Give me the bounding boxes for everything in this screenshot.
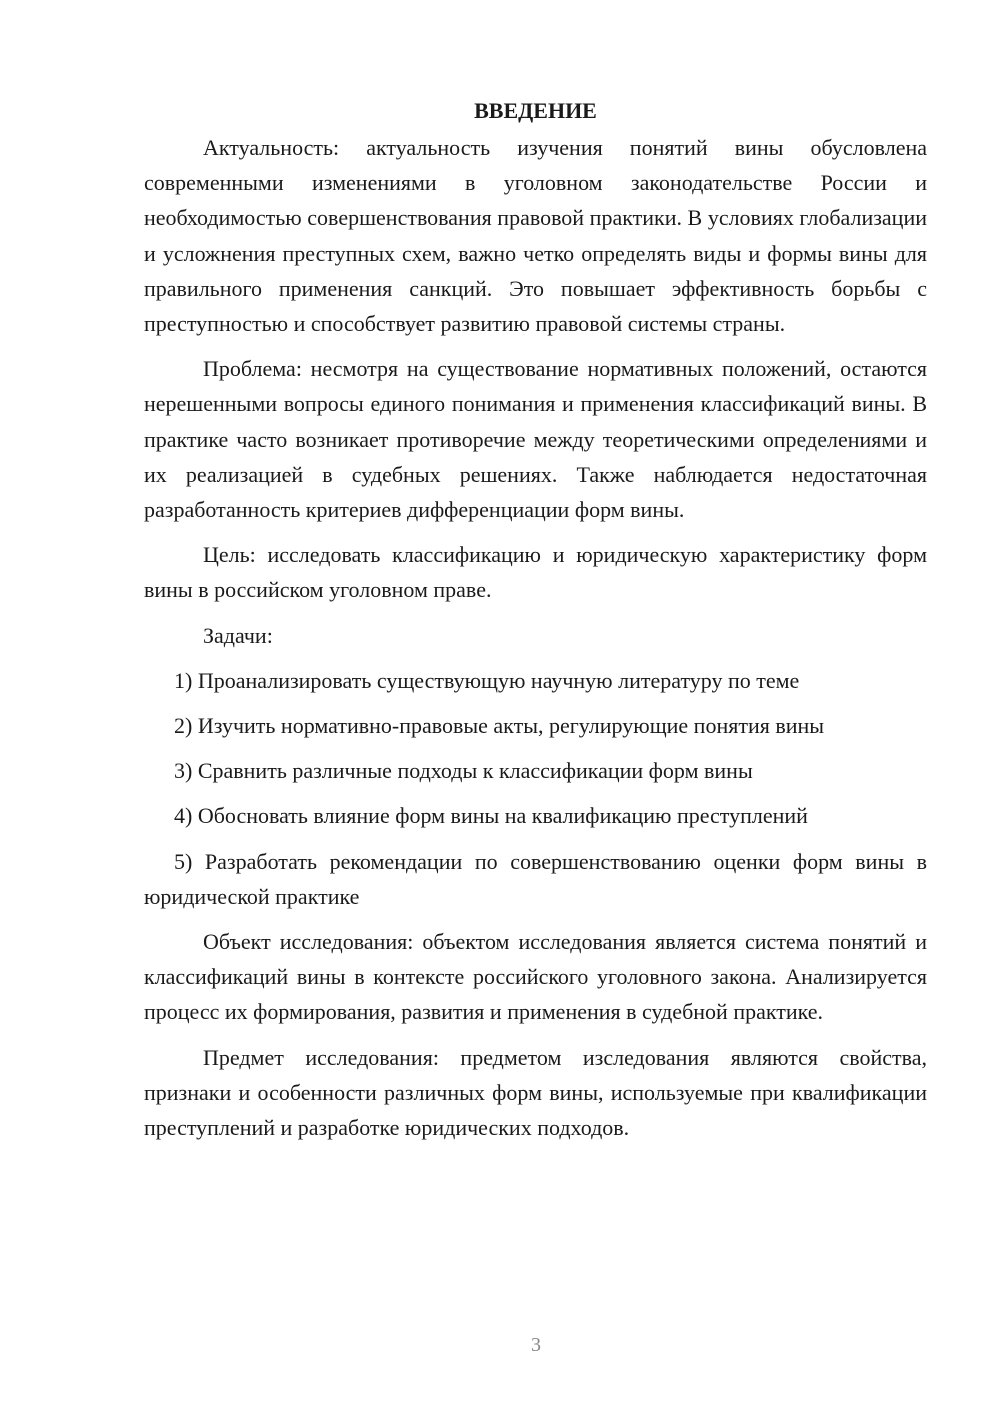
goal-paragraph: Цель: исследовать классификацию и юридическую характеристику форм вины в российском уголовном праве.	[144, 542, 927, 603]
task-item-4: 4) Обосновать влияние форм вины на квалификацию преступлений	[174, 803, 808, 829]
tasks-label: Задачи:	[203, 622, 273, 648]
page-number: 3	[531, 1334, 541, 1356]
relevance-paragraph: Актуальность: актуальность изучения понятий вины обусловлена современными изменениями в уголовном законодательстве России и необходимостью совершенствования правовой практики. В условиях глобализации и усложнения преступных схем, важно четко определять виды и формы вины для правильного применения санкций. Это повышает эффективность борьбы с преступностью и способствует развитию правовой системы страны.	[144, 135, 927, 337]
task-item-5: 5) Разработать рекомендации по совершенствованию оценки форм вины в юридической практике	[144, 848, 927, 909]
task-item-3: 3) Сравнить различные подходы к классификации форм вины	[174, 758, 753, 784]
document-page	[144, 96, 927, 1155]
subject-paragraph: Предмет исследования: предметом изследования являются свойства, признаки и особенности различных форм вины, используемые при квалификации преступлений и разработке юридических подходов.	[144, 1044, 927, 1141]
section-title: ВВЕДЕНИЕ	[474, 98, 597, 123]
object-paragraph: Объект исследования: объектом исследования является система понятий и классификаций вины в контексте российского уголовного закона. Анализируется процесс их формирования, развития и применения в судебной практике.	[144, 929, 927, 1025]
problem-paragraph: Проблема: несмотря на существование нормативных положений, остаются нерешенными вопросы единого понимания и применения классификаций вины. В практике часто возникает противоречие между теоретическими определениями и их реализацией в судебных решениях. Также наблюдается недостаточная разработанность критериев дифференциации форм вины.	[144, 356, 927, 523]
task-item-1: 1) Проанализировать существующую научную литературу по теме	[174, 667, 800, 693]
task-item-2: 2) Изучить нормативно-правовые акты, регулирующие понятия вины	[174, 713, 825, 739]
